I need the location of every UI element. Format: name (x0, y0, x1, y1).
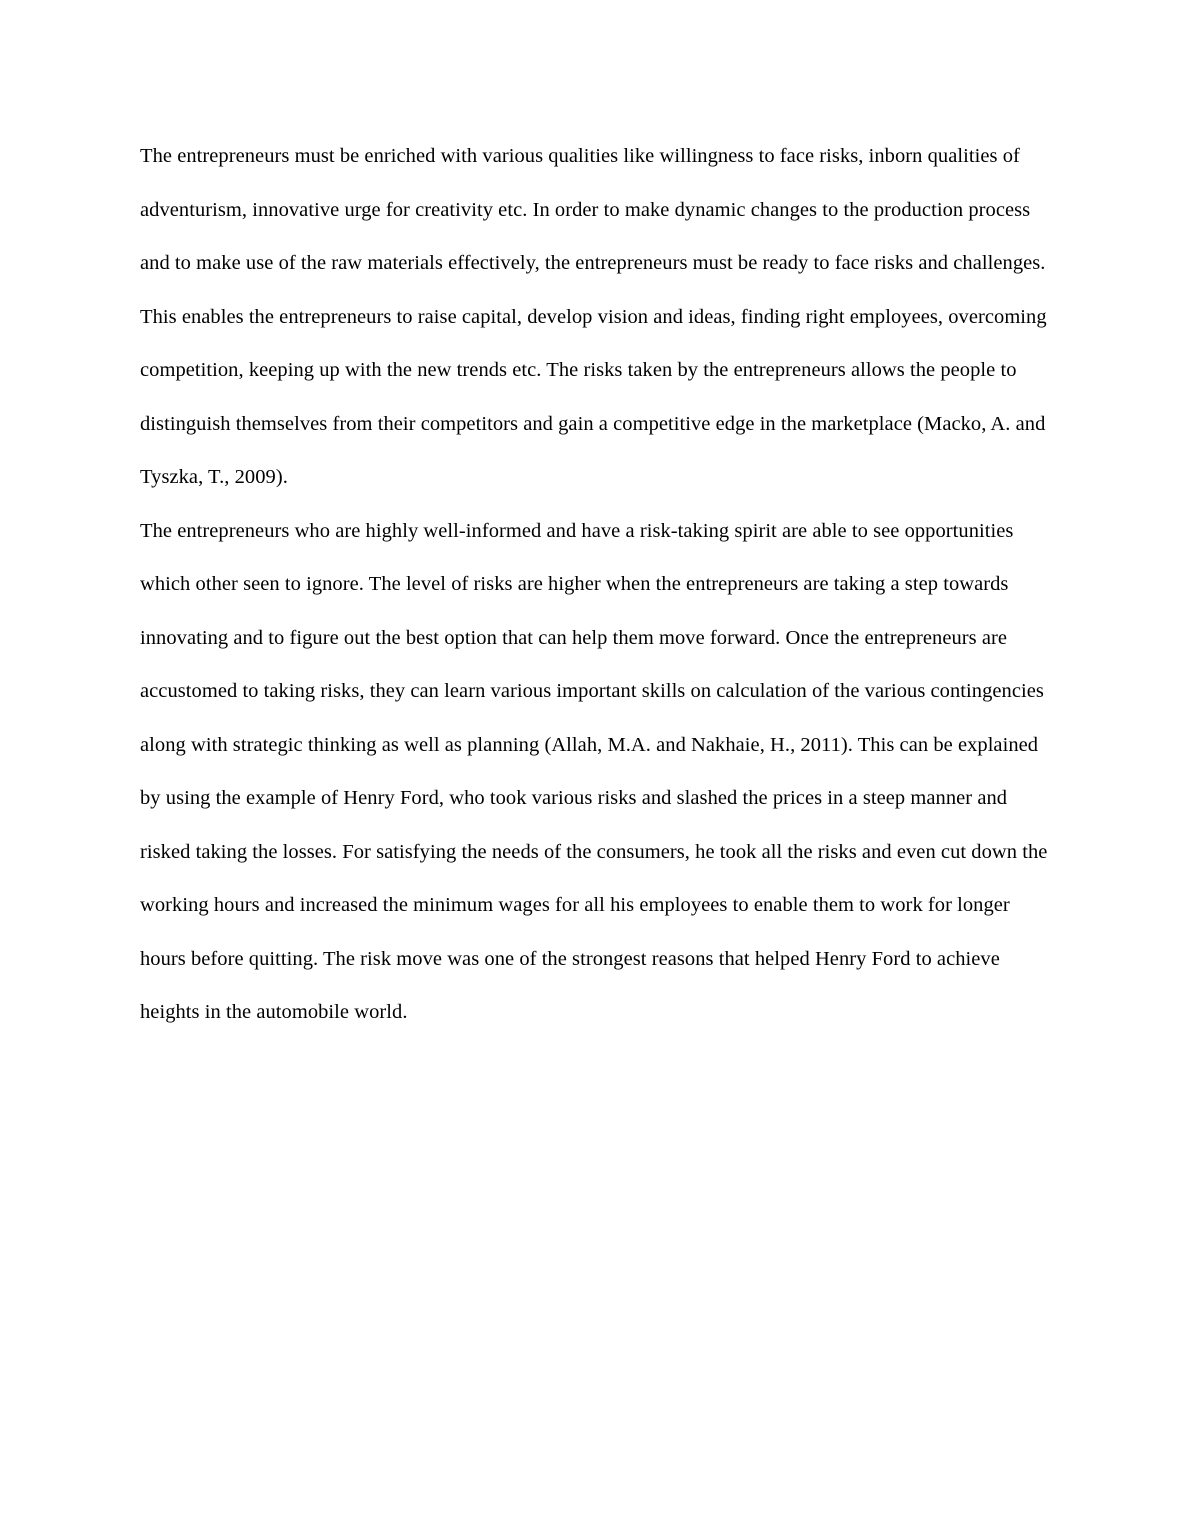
document-body (140, 130, 1052, 1040)
paragraph-2: The entrepreneurs who are highly well-informed and have a risk-taking spirit are able to see opportunities which other seen to ignore. The level of risks are higher when the entrepreneurs are taking a step towards innovating and to figure out the best option that can help them move forward. Once the entrepreneurs are accustomed to taking risks, they can learn various important skills on calculation of the various contingencies along with strategic thinking as well as planning (Allah, M.A. and Nakhaie, H., 2011). This can be explained by using the example of Henry Ford, who took various risks and slashed the prices in a steep manner and risked taking the losses. For satisfying the needs of the consumers, he took all the risks and even cut down the working hours and increased the minimum wages for all his employees to enable them to work for longer hours before quitting. The risk move was one of the strongest reasons that helped Henry Ford to achieve heights in the automobile world. (140, 519, 1048, 1023)
paragraph-1: The entrepreneurs must be enriched with various qualities like willingness to face risks, inborn qualities of adventurism, innovative urge for creativity etc. In order to make dynamic changes to the production process and to make use of the raw materials effectively, the entrepreneurs must be ready to face risks and challenges. This enables the entrepreneurs to raise capital, develop vision and ideas, finding right employees, overcoming competition, keeping up with the new trends etc. The risks taken by the entrepreneurs allows the people to distinguish themselves from their competitors and gain a competitive edge in the marketplace (Macko, A. and Tyszka, T., 2009). (140, 145, 1047, 488)
